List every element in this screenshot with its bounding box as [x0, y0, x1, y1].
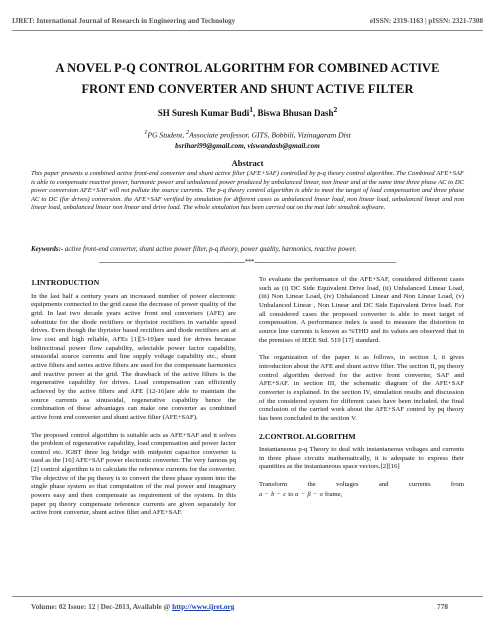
journal-name: IJRET: International Journal of Research in Engineering and Technology — [12, 17, 236, 25]
footer-volume-info — [31, 602, 234, 611]
page-header — [12, 17, 483, 25]
paragraph: Instantaneous p-q Theory to deal with instantaneous voltages and currents in three phase circuits mathematically, it is adequate to express their quantities as the instantaneous space vectors.[2][16] — [259, 446, 464, 471]
word: the — [307, 481, 316, 489]
author-emails: bsrihari99@gmail.com, viswandash@gmail.com — [175, 141, 320, 150]
alpha-beta-frame-math: α − β − o — [295, 490, 324, 498]
paper-title — [20, 58, 475, 100]
keywords-text: active front-end converter, shunt active power filter, p-q theory, power quality, harmonics, reactive power. — [63, 246, 357, 253]
left-column — [31, 276, 236, 527]
title-line-2: FRONT END CONVERTER AND SHUNT ACTIVE FILTER — [81, 82, 414, 96]
word: frame, — [323, 490, 343, 498]
word: to — [286, 490, 296, 498]
paragraph: To evaluate the performance of the AFE+SAF, considered different cases such as (i) DC Side Equivalent Drive load, (ii) Unbalanced Linear Load, (iii) Non Linear Load, (iv) Unbalanced Linear and Non Linear Load, (v) Unbalanced Linear , Non Linear and DC Side Equivalent Drive load. For all considered cases the proposed converter is able to meet target of compensation. A performance index is used to measure the distortion in source line currents is known as %THD and its values are observed that in the premises of IEEE Std. 519 [17] standard. — [259, 276, 464, 344]
keywords-label: Keywords:- — [31, 246, 64, 253]
issn-info: eISSN: 2319-1163 | pISSN: 2321-7308 — [369, 17, 483, 25]
footer-prefix: Volume: 02 Issue: 12 | Dec-2013, Available @ — [31, 602, 173, 611]
page-footer — [31, 602, 448, 611]
affiliation-text-1: PG Student, — [147, 130, 186, 140]
header-divider — [12, 30, 483, 31]
abstract-heading: Abstract — [231, 158, 264, 168]
keywords — [31, 245, 464, 254]
author-list — [0, 105, 495, 118]
word: currents — [408, 481, 431, 489]
affiliation — [0, 129, 495, 140]
paragraph: In the last half a century years an increased number of power electronic equipments connected to the grid cause the decrease of power quality of the grid. In last two decade years active front end converters (AFE) are substitute for the diode rectifiers or thyristor rectifiers in variable speed drives. Even though the thyristor based rectifiers and diode rectifiers are at low cost and high reliable, AFEs [1][3-10]are used for drives because bidirectional power flow capability, selectable power factor capability, sinusoidal source currents and line supply voltage capability etc., shunt active filters and series active filters are used for the compensate harmonics and reactive power at the grid. The drawback of the active filters is the regenerative capability for drives. Load compensation can efficiently achieved by the active filters and AFE [12-16]are able to maintain the source currents as sinusoidal, regenerative capability hence the combination of these advantages can make one converter as combined active front end converter and shunt active filter (AFE+SAF). — [31, 292, 236, 421]
section-separator: -------------------------------------------------------------------------***----------------------------------------------------------------------- — [99, 259, 396, 266]
section-heading-control-algorithm: 2.CONTROL ALGORITHM — [259, 431, 356, 441]
word: Transform — [259, 481, 288, 489]
affiliation-mark-2: 2 — [186, 129, 190, 136]
journal-link[interactable]: http://www.ijret.org — [172, 602, 235, 611]
word: voltages — [336, 481, 359, 489]
right-column — [259, 276, 464, 499]
author-1-mark: 1 — [249, 105, 253, 114]
affiliation-text-2: Associate professor, GITS, Bobbili, Vizinagaram Dist — [189, 130, 351, 140]
author-2: Biswa Bhusan Dash — [257, 108, 334, 118]
page-number: 778 — [437, 602, 448, 611]
word: and — [378, 481, 389, 489]
footer-divider — [12, 596, 483, 597]
affiliation-mark-1: 1 — [144, 129, 148, 136]
abstract-text: This paper presents a combined active front-end converter and shunt active filter (AFE+SAF) controlled by p-q theory control algorithm. The Combined AFE+SAF is able to compensate reactive power, harmonic power and unbalanced power produced by unbalanced linear, non linear and at the same time three phase AC to DC power conversion AFE+SAF will not pollute the source currents. The p-q theory control algorithm is able to meet the target of load compensation and three phase AC to DC (for drives) conversion. the AFE+SAF verified by simulation for different cases as unbalanced linear load, non linear load, unbalanced linear and non linear load, unbalanced linear non linear and drive load. The whole simulation has been carried out on the mat lab/ simulink software. — [31, 170, 464, 212]
section-heading-introduction: 1.INTRODUCTION — [31, 278, 100, 287]
author-1: SH Suresh Kumar Budi — [157, 108, 250, 118]
transform-sentence — [259, 481, 464, 490]
abc-frame-math: a − b − c — [259, 490, 287, 498]
author-2-mark: 2 — [333, 105, 338, 114]
paragraph: The proposed control algorithm is suitable acts as AFE+SAF and it solves the problem of regenerative capability, load compensation and power factor control etc. IGBT three leg bridge with midpoint capacitor converter is used as the [16] AFE+SAF power electronic converter. The very famous pq [2] control algorithm is to calculate the reference currents for the converter. The objective of the pq theory is to convert the three phase system into the single phase system so that computation of the real power and imaginary powers easy and then compensate as requirement of the system. In this paper pq theory compensate reference currents are given separately for active front converter, shunt active filter and AFE+SAF. — [31, 431, 236, 517]
title-line-1: A NOVEL P-Q CONTROL ALGORITHM FOR COMBINED ACTIVE — [55, 61, 440, 75]
paragraph: The organization of the paper is as follows, in section I, it gives introduction about the AFE and shunt active filter. The section II, pq theory control algorithm derived for the active front converter, SAF and AFE+SAF. in section III, the schematic diagram of the AFE+SAF converter is explained. In the section IV, simulation results and discussion of the considered system for different cases have been included. the final conclusion of the carried work about the AFE+SAF control by pq theory has been concluded in the section V. — [259, 354, 464, 422]
author-separator: , — [252, 108, 258, 118]
transform-frames — [259, 491, 464, 500]
word: from — [450, 481, 464, 489]
